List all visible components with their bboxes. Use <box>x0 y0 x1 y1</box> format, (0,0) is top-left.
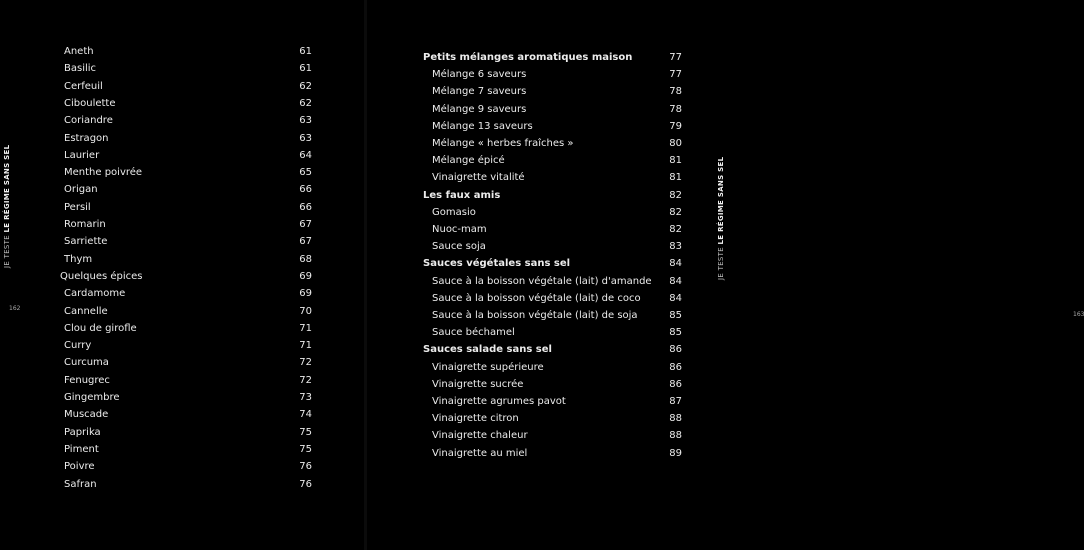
toc-entry-page: 76 <box>299 461 312 473</box>
toc-entry-page: 87 <box>669 396 682 407</box>
toc-entry-title: Poivre <box>64 461 95 473</box>
toc-entry-title: Sauce à la boisson végétale (lait) de coco <box>432 292 641 304</box>
toc-entry-title: Origan <box>64 184 98 196</box>
toc-entry-page: 79 <box>669 120 682 132</box>
toc-entry-title: Cardamome <box>64 288 126 300</box>
toc-entry-title: Gomasio <box>432 206 476 218</box>
toc-entry-title: Paprika <box>64 426 101 438</box>
toc-entry-page: 88 <box>669 430 682 442</box>
toc-entry-title: Sauce béchamel <box>432 327 515 339</box>
toc-entry-page: 75 <box>299 443 312 455</box>
toc-entry-title: Vinaigrette chaleur <box>432 430 528 442</box>
toc-entry-title: Thym <box>64 253 93 265</box>
toc-entry-title: Vinaigrette sucrée <box>432 378 524 390</box>
toc-entry-title: Cerfeuil <box>64 80 103 92</box>
toc-entry-page: 85 <box>669 310 682 321</box>
running-header-left <box>3 144 11 268</box>
toc-entry-page: 81 <box>669 172 682 184</box>
toc-entry-title: Muscade <box>64 409 109 421</box>
toc-entry-title: Aneth <box>64 46 94 57</box>
toc-entry-title: Vinaigrette au miel <box>432 447 528 459</box>
toc-entry-title: Mélange 9 saveurs <box>432 103 527 115</box>
toc-entry-page: 83 <box>669 241 682 253</box>
toc-entry-title: Les faux amis <box>423 189 501 201</box>
toc-entry-page: 72 <box>299 374 312 386</box>
toc-entry-page: 67 <box>299 219 312 230</box>
toc-entry-page: 82 <box>669 189 682 201</box>
toc-entry-title: Persil <box>64 201 91 213</box>
toc-entry-page: 80 <box>669 138 682 149</box>
toc-entry-title: Mélange 7 saveurs <box>432 86 527 98</box>
toc-entry-title: Cannelle <box>64 305 108 317</box>
toc-entry-title: Quelques épices <box>60 270 143 282</box>
toc-entry-title: Coriandre <box>64 115 113 127</box>
toc-entry-title: Petits mélanges aromatiques maison <box>423 52 633 63</box>
toc-entry-page: 77 <box>669 69 682 81</box>
toc-entry-page: 67 <box>299 236 312 248</box>
toc-entry-title: Vinaigrette agrumes pavot <box>432 396 566 407</box>
toc-entry-title: Fenugrec <box>64 374 110 386</box>
toc-entry-page: 68 <box>299 253 312 265</box>
toc-entry-page: 69 <box>299 270 312 282</box>
toc-entry-title: Vinaigrette vitalité <box>432 172 525 184</box>
toc-entry-title: Estragon <box>64 132 109 144</box>
toc-entry-page: 84 <box>669 275 682 287</box>
running-header-right <box>717 156 725 280</box>
toc-entry-page: 62 <box>299 97 312 109</box>
toc-entry-page: 71 <box>299 340 312 352</box>
toc-entry-page: 82 <box>669 206 682 218</box>
toc-entry-title: Sarriette <box>64 236 108 248</box>
running-header-title: LE RÉGIME SANS SEL <box>3 144 11 233</box>
toc-entry-page: 78 <box>669 103 682 115</box>
toc-entry-title: Piment <box>64 443 99 455</box>
toc-entry-page: 69 <box>299 288 312 300</box>
toc-entry-title: Vinaigrette citron <box>432 413 519 425</box>
toc-entry-title: Sauce à la boisson végétale (lait) de soja <box>432 310 638 321</box>
toc-entry-title: Gingembre <box>64 392 120 403</box>
page-number-left: 162 <box>9 305 21 312</box>
toc-entry-page: 65 <box>299 167 312 179</box>
toc-entry-title: Clou de girofle <box>64 322 137 334</box>
toc-entry-page: 85 <box>669 327 682 339</box>
toc-entry-title: Sauce soja <box>432 241 486 253</box>
toc-entry-page: 78 <box>669 86 682 98</box>
toc-entry-page: 89 <box>669 447 682 459</box>
toc-entry-title: Mélange « herbes fraîches » <box>432 138 574 149</box>
toc-entry-title: Curcuma <box>64 357 109 369</box>
toc-entry-page: 64 <box>299 149 312 161</box>
toc-entry-title: Safran <box>64 478 97 490</box>
toc-entry-page: 86 <box>669 378 682 390</box>
toc-entry-page: 63 <box>299 132 312 144</box>
toc-entry-page: 77 <box>669 52 682 63</box>
toc-entry-title: Nuoc-mam <box>432 224 487 235</box>
toc-entry-title: Mélange 13 saveurs <box>432 120 533 132</box>
toc-entry-title: Laurier <box>64 149 100 161</box>
page-number-right: 163 <box>1073 311 1084 318</box>
toc-entry-page: 72 <box>299 357 312 369</box>
toc-entry-title: Sauce à la boisson végétale (lait) d'amande <box>432 275 652 287</box>
running-header-prefix: JE TESTE <box>3 235 11 268</box>
toc-entry-page: 76 <box>299 478 312 490</box>
running-header-prefix: JE TESTE <box>717 247 725 280</box>
toc-entry-page: 84 <box>669 258 682 270</box>
toc-entry-page: 66 <box>299 201 312 213</box>
toc-entry-page: 71 <box>299 322 312 334</box>
toc-entry-title: Romarin <box>64 219 106 230</box>
toc-entry-title: Sauces végétales sans sel <box>423 258 571 270</box>
toc-entry-title: Ciboulette <box>64 97 116 109</box>
toc-entry-page: 88 <box>669 413 682 425</box>
toc-entry-title: Curry <box>64 340 92 352</box>
left-page <box>0 0 366 550</box>
toc-entry-page: 84 <box>669 292 682 304</box>
toc-entry-page: 62 <box>299 80 312 92</box>
toc-entry-page: 82 <box>669 224 682 235</box>
toc-entry-page: 86 <box>669 361 682 373</box>
toc-entry-page: 63 <box>299 115 312 127</box>
toc-entry-page: 74 <box>299 409 312 421</box>
toc-entry-page: 75 <box>299 426 312 438</box>
toc-entry-title: Basilic <box>64 63 97 75</box>
toc-entry-page: 61 <box>299 63 312 75</box>
toc-entry-title: Vinaigrette supérieure <box>432 361 544 373</box>
toc-entry-title: Menthe poivrée <box>64 167 143 179</box>
running-header-title: LE RÉGIME SANS SEL <box>717 156 725 245</box>
toc-entry-page: 61 <box>299 46 312 57</box>
toc-entry-page: 70 <box>299 305 312 317</box>
toc-entry-page: 86 <box>669 344 682 356</box>
toc-entry-page: 66 <box>299 184 312 196</box>
toc-entry-page: 81 <box>669 155 682 167</box>
toc-entry-title: Mélange épicé <box>432 155 505 167</box>
toc-entry-page: 73 <box>299 392 312 403</box>
toc-entry-title: Sauces salade sans sel <box>423 344 552 356</box>
right-page <box>366 0 1084 550</box>
toc-entry-title: Mélange 6 saveurs <box>432 69 527 81</box>
